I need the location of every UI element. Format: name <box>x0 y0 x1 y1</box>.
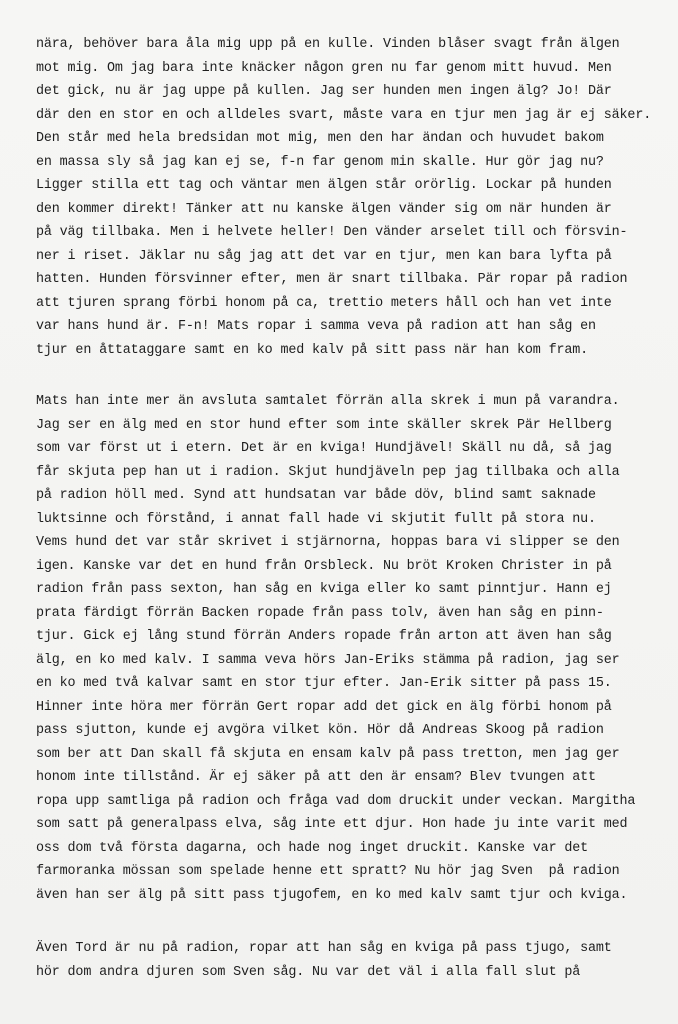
text-line: som ber att Dan skall få skjuta en ensam kalv på pass tretton, men jag ger <box>36 746 620 762</box>
paragraph-3 <box>36 937 666 984</box>
text-line: igen. Kanske var det en hund från Orsbleck. Nu bröt Kroken Christer in på <box>36 558 612 574</box>
text-line: mot mig. Om jag bara inte knäcker någon gren nu far genom mitt huvud. Men <box>36 60 612 76</box>
paragraph-2 <box>36 390 666 907</box>
text-line: radion från pass sexton, han såg en kviga eller ko samt pinntjur. Hann ej <box>36 582 612 597</box>
text-line: det gick, nu är jag uppe på kullen. Jag ser hunden men ingen älg? Jo! Där <box>36 84 612 99</box>
text-line: där den en stor en och alldeles svart, måste vara en tjur men jag är ej säker. <box>36 107 652 123</box>
paragraph-1 <box>36 33 666 362</box>
text-line: som satt på generalpass elva, såg inte ett djur. Hon hade ju inte varit med <box>36 817 628 832</box>
text-line: Ligger stilla ett tag och väntar men älgen står orörlig. Lockar på hunden <box>36 178 612 193</box>
text-line: Även Tord är nu på radion, ropar att han såg en kviga på pass tjugo, samt <box>36 941 612 956</box>
text-line: hatten. Hunden försvinner efter, men är snart tillbaka. Pär ropar på radion <box>36 272 628 287</box>
text-line: honom inte tillstånd. Är ej säker på att den är ensam? Blev tvungen att <box>36 770 596 785</box>
text-line: pass sjutton, kunde ej avgöra vilket kön. Hör då Andreas Skoog på radion <box>36 723 604 738</box>
text-line: älg, en ko med kalv. I samma veva hörs Jan-Eriks stämma på radion, jag ser <box>36 652 620 668</box>
text-line: farmoranka mössan som spelade henne ett spratt? Nu hör jag Sven på radion <box>36 864 620 879</box>
text-line: tjur en åttataggare samt en ko med kalv på sitt pass när han kom fram. <box>36 342 588 358</box>
text-line: en ko med två kalvar samt en stor tjur efter. Jan-Erik sitter på pass 15. <box>36 676 612 691</box>
text-line: Vems hund det var står skrivet i stjärnorna, hoppas bara vi slipper se den <box>36 535 620 550</box>
text-line: ropa upp samtliga på radion och fråga vad dom druckit under veckan. Margitha <box>36 793 636 809</box>
text-line: oss dom två första dagarna, och hade nog inget druckit. Kanske var det <box>36 840 588 856</box>
text-line: att tjuren sprang förbi honom på ca, trettio meters håll och han vet inte <box>36 295 612 311</box>
text-line: Mats han inte mer än avsluta samtalet förrän alla skrek i mun på varandra. <box>36 394 620 409</box>
text-line: Den står med hela bredsidan mot mig, men den har ändan och huvudet bakom <box>36 131 604 146</box>
text-line: som var först ut i etern. Det är en kviga! Hundjävel! Skäll nu då, så jag <box>36 441 612 456</box>
text-line: prata färdigt förrän Backen ropade från pass tolv, även han såg en pinn- <box>36 605 604 621</box>
text-line: en massa sly så jag kan ej se, f-n far genom min skalle. Hur gör jag nu? <box>36 154 604 170</box>
text-line: på radion höll med. Synd att hundsatan var både döv, blind samt saknade <box>36 488 596 503</box>
text-line: den kommer direkt! Tänker att nu kanske älgen vänder sig om när hunden är <box>36 201 612 217</box>
text-line: Jag ser en älg med en stor hund efter som inte skäller skrek Pär Hellberg <box>36 417 612 433</box>
text-line: nära, behöver bara åla mig upp på en kulle. Vinden blåser svagt från älgen <box>36 37 620 52</box>
text-line: luktsinne och förstånd, i annat fall hade vi skjutit fullt på stora nu. <box>36 511 596 527</box>
text-line: får skjuta pep han ut i radion. Skjut hundjäveln pep jag tillbaka och alla <box>36 464 620 480</box>
text-line: hör dom andra djuren som Sven såg. Nu var det väl i alla fall slut på <box>36 964 581 980</box>
text-line: Hinner inte höra mer förrän Gert ropar add det gick en älg förbi honom på <box>36 699 612 715</box>
text-line: även han ser älg på sitt pass tjugofem, en ko med kalv samt tjur och kviga. <box>36 887 628 903</box>
text-line: var hans hund är. F-n! Mats ropar i samma veva på radion att han såg en <box>36 319 596 334</box>
text-line: tjur. Gick ej lång stund förrän Anders ropade från arton att även han såg <box>36 629 612 644</box>
text-line: på väg tillbaka. Men i helvete heller! Den vänder arselet till och försvin- <box>36 225 628 240</box>
text-line: ner i riset. Jäklar nu såg jag att det var en tjur, men kan bara lyfta på <box>36 248 612 264</box>
